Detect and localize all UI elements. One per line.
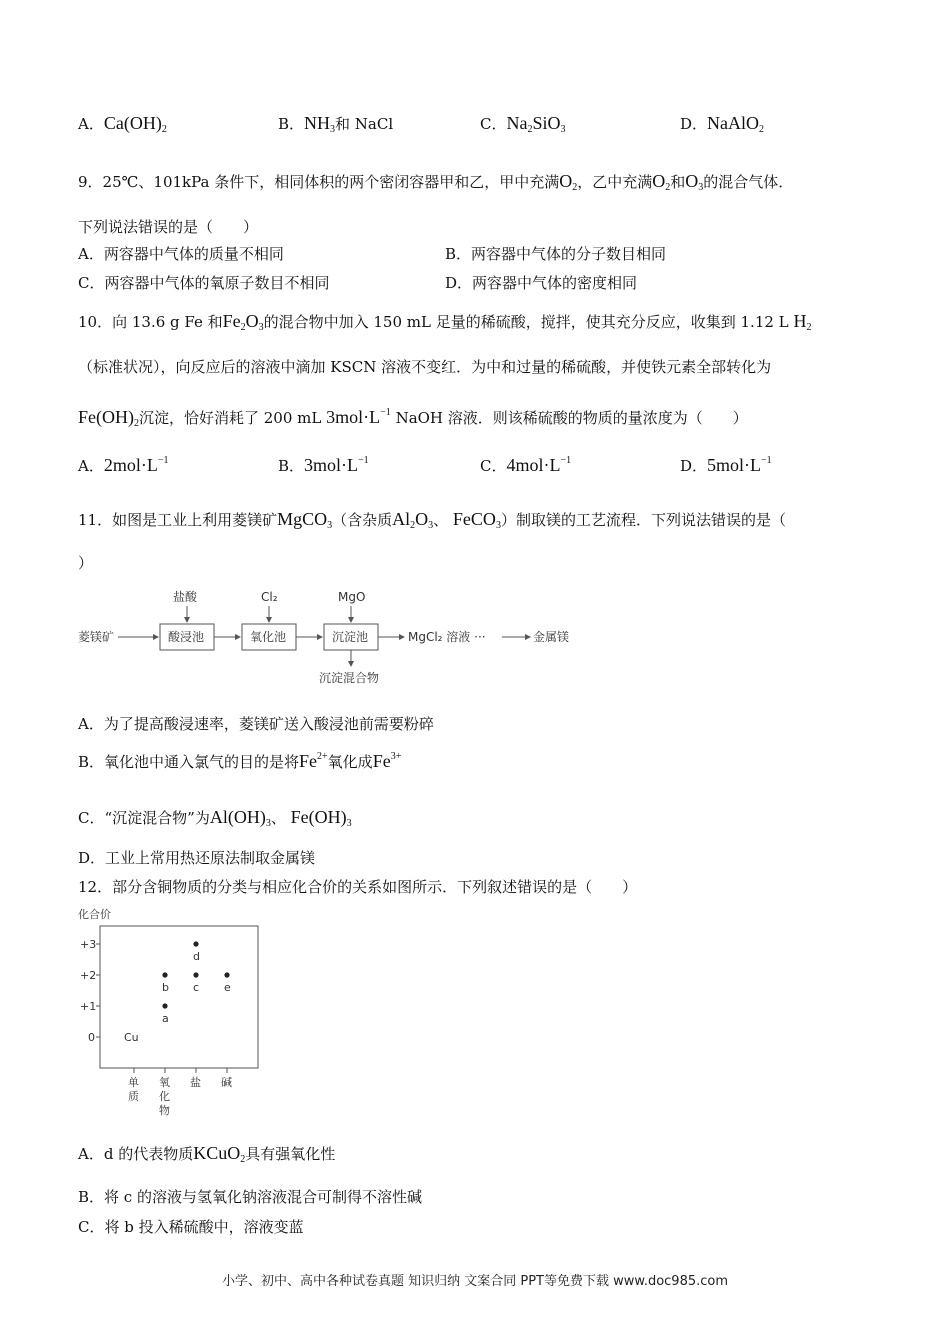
q8-option-d: D．NaAlO$_2$: [680, 113, 765, 135]
q8-option-b: B．$NH_3$和 NaCl: [278, 113, 394, 135]
flow-box-oxidize-label: 氧化池: [250, 630, 287, 644]
q10-option-d: D．$5mol\cdot L^{-1}$: [680, 455, 772, 475]
point-c: [193, 972, 198, 977]
q10-stem-3: $Fe(OH)_2$沉淀，恰好消耗了 200 mL $3mol\cdot L^{-1}$ NaOH 溶液．则该稀硫酸的物质的量浓度为（ ）: [78, 407, 748, 429]
copper-valence-chart: [78, 906, 278, 1126]
flow-reagent-2: Cl₂: [261, 590, 278, 604]
point-label-d: d: [193, 950, 200, 963]
q11-option-a: A．为了提高酸浸速率，菱镁矿送入酸浸池前需要粉碎: [78, 715, 434, 733]
y-tick-label: +1: [80, 1000, 97, 1013]
q12-option-c: C．将 b 投入稀硫酸中，溶液变蓝: [78, 1218, 304, 1236]
process-flow-diagram: [78, 584, 578, 688]
q10-option-b: B．$3mol\cdot L^{-1}$: [278, 455, 369, 475]
q11-option-d: D．工业上常用热还原法制取金属镁: [78, 849, 316, 867]
formula: $Ca(OH)_2$: [103, 113, 167, 135]
chart-ylabel: 化合价: [78, 908, 111, 921]
q9-stem: 9．25℃、101kPa 条件下，相同体积的两个密闭容器甲和乙，甲中充满$O_2$，乙中充满$O_2$和$O_3$的混合气体．: [78, 171, 794, 193]
q8-option-a: A．$Ca(OH)_2$: [78, 113, 167, 135]
flow-box-acid-label: 酸浸池: [168, 630, 205, 644]
q10-option-a: A．$2mol\cdot L^{-1}$: [78, 455, 169, 475]
q12-option-b: B．将 c 的溶液与氢氧化钠溶液混合可制得不溶性碱: [78, 1188, 422, 1206]
x-category-label: 盐: [190, 1076, 201, 1089]
x-category-label: 氧: [159, 1076, 170, 1089]
q9-option-a: A．两容器中气体的质量不相同: [78, 245, 284, 263]
q9-option-d: D．两容器中气体的密度相同: [445, 274, 638, 292]
q10-stem-2: （标准状况），向反应后的溶液中滴加 KSCN 溶液不变红．为中和过量的稀硫酸，并使铁元素全部转化为: [78, 358, 772, 376]
point-label-a: a: [162, 1012, 169, 1025]
x-category-label: 质: [128, 1090, 139, 1103]
point-a: [162, 1003, 167, 1008]
point-b: [162, 972, 167, 977]
point-label-c: c: [193, 981, 200, 994]
q11-stem-2: ）: [78, 554, 94, 572]
q11-stem-1: 11．如图是工业上利用菱镁矿MgCO$_3$（含杂质$Al_2O_3$、 FeCO$_3$）制取镁的工艺流程．下列说法错误的是（: [78, 509, 786, 531]
q10-stem-1: 10．向 13.6 g Fe 和$Fe_2O_3$的混合物中加入 150 mL 足量的稀硫酸，搅拌，使其充分反应，收集到 1.12 L $H_2$: [78, 311, 812, 333]
x-category-label: 单: [128, 1076, 139, 1089]
formula: $Na_2SiO_3$: [506, 113, 566, 135]
flow-reagent-3: MgO: [338, 590, 366, 604]
q10-option-c: C．$4mol\cdot L^{-1}$: [480, 455, 572, 475]
x-category-label: 碱: [221, 1076, 232, 1089]
page-footer: 小学、初中、高中各种试卷真题 知识归纳 文案合同 PPT等免费下载 www.doc985.com: [221, 1274, 729, 1289]
point-e: [224, 972, 229, 977]
point-label-cu: Cu: [124, 1031, 139, 1044]
y-tick-label: 0: [88, 1031, 95, 1044]
flow-product: MgCl₂ 溶液 ···: [408, 630, 486, 644]
flow-reagent-1: 盐酸: [173, 590, 198, 604]
y-tick-label: +2: [80, 969, 97, 982]
q11-option-b: B．氧化池中通入氯气的目的是将$Fe^{2+}$氧化成$Fe^{3+}$: [78, 751, 402, 771]
formula: NaAlO$_2$: [707, 113, 765, 135]
point-label-b: b: [162, 981, 169, 994]
flow-final: 金属镁: [533, 630, 570, 644]
q8-option-c: C．$Na_2SiO_3$: [480, 113, 566, 135]
q12-option-a: A．d 的代表物质KCuO$_2$具有强氧化性: [78, 1143, 336, 1165]
point-label-e: e: [224, 981, 231, 994]
flow-byproduct: 沉淀混合物: [319, 671, 380, 685]
x-category-label: 化: [159, 1090, 170, 1103]
q12-stem: 12．部分含铜物质的分类与相应化合价的关系如图所示．下列叙述错误的是（ ）: [78, 878, 638, 896]
q9-option-c: C．两容器中气体的氧原子数目不相同: [78, 274, 330, 292]
q11-option-c: C．“沉淀混合物”为$Al(OH)_3$、 $Fe(OH)_3$: [78, 807, 352, 829]
chart-frame: [100, 926, 258, 1068]
x-category-label: 物: [159, 1104, 170, 1117]
flow-input: 菱镁矿: [78, 630, 115, 644]
point-d: [193, 941, 198, 946]
q9-option-b: B．两容器中气体的分子数目相同: [445, 245, 667, 263]
formula: $NH_3$: [304, 113, 336, 135]
q9-stem-2: 下列说法错误的是（ ）: [78, 218, 259, 236]
flow-box-precipitate-label: 沉淀池: [332, 630, 369, 644]
y-tick-label: +3: [80, 938, 97, 951]
